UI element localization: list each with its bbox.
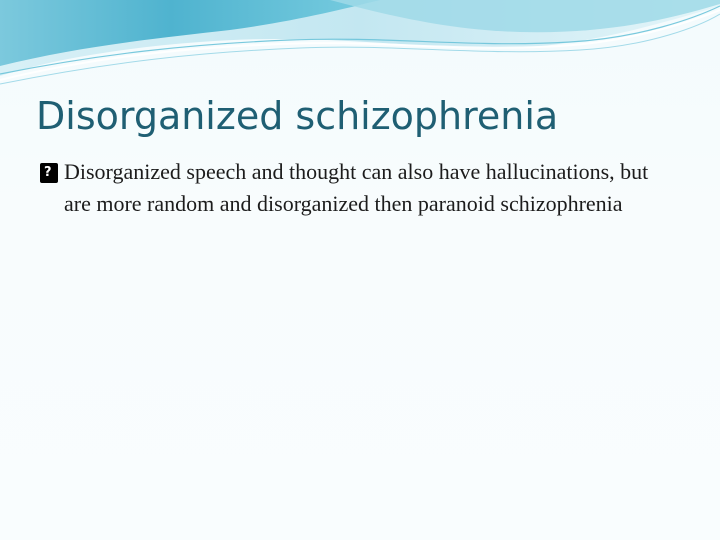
bullet-item — [40, 156, 660, 220]
replacement-character-icon: ? — [40, 163, 58, 183]
bullet-list — [40, 156, 660, 220]
slide-title: Disorganized schizophrenia — [36, 94, 559, 138]
header-wave-decoration — [0, 0, 720, 90]
bullet-text: Disorganized speech and thought can also have hallucinations, but are more random and disorganized then paranoid schizophrenia — [64, 159, 649, 216]
